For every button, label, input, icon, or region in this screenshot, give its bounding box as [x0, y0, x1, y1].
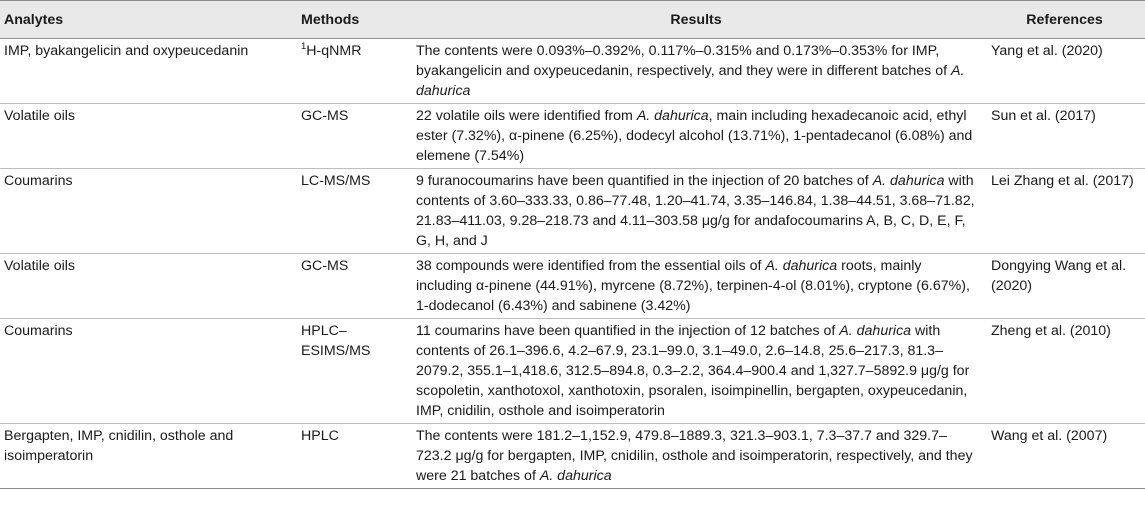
- cell-analytes: Coumarins: [4, 323, 73, 339]
- cell-analytes: IMP, byakangelicin and oxypeucedanin: [4, 43, 249, 59]
- results-segment: A. dahurica: [839, 323, 912, 339]
- header-references: References: [1026, 11, 1103, 28]
- results-segment: A. dahurica: [539, 468, 612, 484]
- methods-segment: GC-MS: [301, 108, 349, 124]
- methods-segment: HPLC: [301, 428, 339, 444]
- results-segment: 22 volatile oils were identified from: [416, 108, 637, 124]
- cell-results: [408, 39, 984, 104]
- results-segment: The contents were 181.2–1,152.9, 479.8–1889.3, 321.3–903.1, 7.3–37.7 and 329.7–723.2 μg/g for bergapten, IMP, cnidilin, osthole and isoimperatorin, respectively, and they were 21 batches of: [416, 428, 973, 484]
- methods-segment: GC-MS: [301, 258, 349, 274]
- results-segment: A. dahurica: [765, 258, 838, 274]
- results-segment: with contents of 3.60–333.33, 0.86–77.48, 1.20–41.74, 3.35–146.84, 1.38–44.51, 3.68–71.82, 21.83–411.03, 9.28–218.73 and 4.11–303.58 μg/g for andafocoumarins A, B, C, D, E, F, G, H, and J: [416, 173, 975, 249]
- header-analytes: Analytes: [4, 11, 64, 28]
- cell-references: Zheng et al. (2010): [991, 323, 1111, 339]
- cell-references: Dongying Wang et al. (2020): [991, 258, 1127, 294]
- cell-analytes: Bergapten, IMP, cnidilin, osthole and isoimperatorin: [4, 428, 234, 464]
- results-segment: A. dahurica: [636, 108, 709, 124]
- table-body: [0, 39, 1145, 489]
- cell-analytes: Volatile oils: [4, 258, 75, 274]
- methods-segment: LC-MS/MS: [301, 173, 371, 189]
- cell-methods: [278, 319, 408, 424]
- table-row: [0, 169, 1145, 254]
- methods-segment: 1: [301, 41, 307, 52]
- cell-results: [408, 254, 984, 319]
- results-segment: roots, mainly including α-pinene (44.91%), myrcene (8.72%), terpinen-4-ol (8.01%), cryptone (6.67%), 1-dodecanol (6.43%) and sabinene (3.42%): [416, 258, 970, 314]
- header-results: Results: [670, 11, 722, 28]
- cell-analytes: Volatile oils: [4, 108, 75, 124]
- cell-analytes: Coumarins: [4, 173, 73, 189]
- table-row: [0, 254, 1145, 319]
- results-segment: A. dahurica: [872, 173, 945, 189]
- cell-methods: [278, 104, 408, 169]
- cell-references: Wang et al. (2007): [991, 428, 1108, 444]
- header-methods: Methods: [301, 11, 360, 28]
- results-segment: A. dahurica: [416, 63, 965, 99]
- cell-results: [408, 424, 984, 489]
- methods-segment: HPLC–ESIMS/MS: [301, 323, 371, 359]
- table-row: [0, 424, 1145, 489]
- cell-references: Lei Zhang et al. (2017): [991, 173, 1134, 189]
- results-segment: The contents were 0.093%–0.392%, 0.117%–0.315% and 0.173%–0.353% for IMP, byakangelicin and oxypeucedanin, respectively, and they were in different batches of: [416, 43, 951, 79]
- header-row: [0, 1, 1145, 39]
- results-segment: 9 furanocoumarins have been quantified in the injection of 20 batches of: [416, 173, 873, 189]
- cell-results: [408, 319, 984, 424]
- results-segment: with contents of 26.1–396.6, 4.2–67.9, 23.1–99.0, 3.1–49.0, 2.6–14.8, 25.6–217.3, 81.3–2079.2, 355.1–1,418.6, 312.5–894.8, 0.3–2.2, 364.4–900.4 and 1,327.7–5892.9 μg/g for scopoletin, xanthotoxol, xanthotoxin, psoralen, isoimpinellin, bergapten, oxypeucedanin, IMP, cnidilin, osthole and isoimperatorin: [416, 323, 970, 419]
- table-row: [0, 104, 1145, 169]
- cell-methods: [278, 39, 408, 104]
- table-row: [0, 39, 1145, 104]
- results-segment: 38 compounds were identified from the essential oils of: [416, 258, 766, 274]
- table-row: [0, 319, 1145, 424]
- cell-methods: [278, 424, 408, 489]
- cell-methods: [278, 169, 408, 254]
- cell-references: Yang et al. (2020): [991, 43, 1103, 59]
- cell-methods: [278, 254, 408, 319]
- cell-references: Sun et al. (2017): [991, 108, 1096, 124]
- table-header: [0, 1, 1145, 39]
- results-segment: , main including hexadecanoic acid, ethyl ester (7.32%), α-pinene (6.25%), dodecyl alcohol (13.71%), 1-pentadecanol (6.08%) and elemene (7.54%): [416, 108, 973, 164]
- cell-results: [408, 169, 984, 254]
- methods-segment: H-qNMR: [306, 43, 362, 59]
- cell-results: [408, 104, 984, 169]
- results-segment: 11 coumarins have been quantified in the injection of 12 batches of: [416, 323, 840, 339]
